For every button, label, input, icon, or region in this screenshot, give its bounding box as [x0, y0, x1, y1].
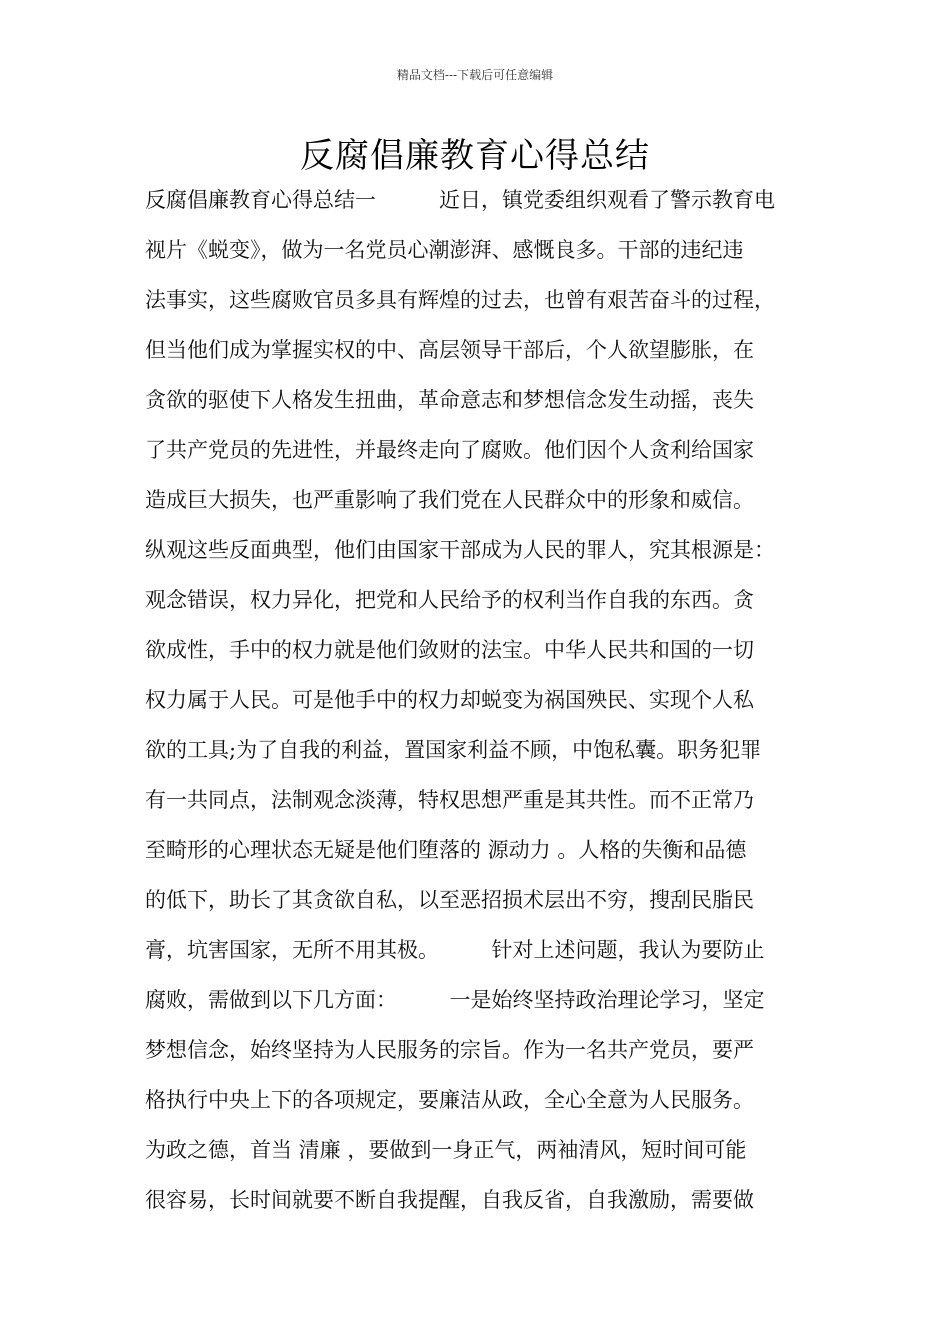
document-body: [145, 182, 835, 1232]
page-header: 精品文档---下载后可任意编辑: [396, 68, 554, 82]
body-line: 欲的工具;为了自我的利益，置国家利益不顾，中饱私囊。职务犯罪: [145, 738, 762, 762]
body-line: 但当他们成为掌握实权的中、高层领导干部后，个人欲望膨胀，在: [145, 338, 754, 362]
body-line: 观念错误，权力异化，把党和人民给予的权利当作自我的东西。贪: [145, 588, 754, 612]
body-line: 反腐倡廉教育心得总结一 近日，镇党委组织观看了警示教育电: [145, 188, 775, 212]
body-line: 纵观这些反面典型，他们由国家干部成为人民的罪人，究其根源是：: [145, 538, 775, 562]
body-line: 权力属于人民。可是他手中的权力却蜕变为祸国殃民、实现个人私: [145, 688, 754, 712]
body-line: 造成巨大损失，也严重影响了我们党在人民群众中的形象和威信。: [145, 488, 754, 512]
body-line: 很容易，长时间就要不断自我提醒，自我反省，自我激励，需要做: [145, 1188, 754, 1212]
body-line: 欲成性，手中的权力就是他们敛财的法宝。中华人民共和国的一切: [145, 638, 754, 662]
body-line: 贪欲的驱使下人格发生扭曲，革命意志和梦想信念发生动摇，丧失: [145, 388, 754, 412]
body-line: 有一共同点，法制观念淡薄，特权思想严重是其共性。而不正常乃: [145, 788, 754, 812]
body-line: 腐败，需做到以下几方面： 一是始终坚持政治理论学习，坚定: [145, 988, 765, 1012]
body-line: 了共产党员的先进性，并最终走向了腐败。他们因个人贪利给国家: [145, 438, 754, 462]
body-line: 梦想信念，始终坚持为人民服务的宗旨。作为一名共产党员，要严: [145, 1038, 754, 1062]
body-line: 至畸形的心理状态无疑是他们堕落的 源动力 。人格的失衡和品德: [145, 838, 747, 862]
body-line: 视片《蜕变》，做为一名党员心潮澎湃、感慨良多。干部的违纪违: [145, 238, 744, 262]
body-line: 膏，坑害国家，无所不用其极。 针对上述问题，我认为要防止: [145, 938, 765, 962]
document-title: 反腐倡廉教育心得总结: [300, 136, 650, 176]
body-line: 的低下，助长了其贪欲自私，以至恶招损术层出不穷，搜刮民脂民: [145, 888, 754, 912]
body-line: 格执行中央上下的各项规定，要廉洁从政，全心全意为人民服务。: [145, 1088, 754, 1112]
body-line: 为政之德，首当 清廉 ，要做到一身正气，两袖清风，短时间可能: [145, 1138, 747, 1162]
body-line: 法事实，这些腐败官员多具有辉煌的过去，也曾有艰苦奋斗的过程，: [145, 288, 775, 312]
